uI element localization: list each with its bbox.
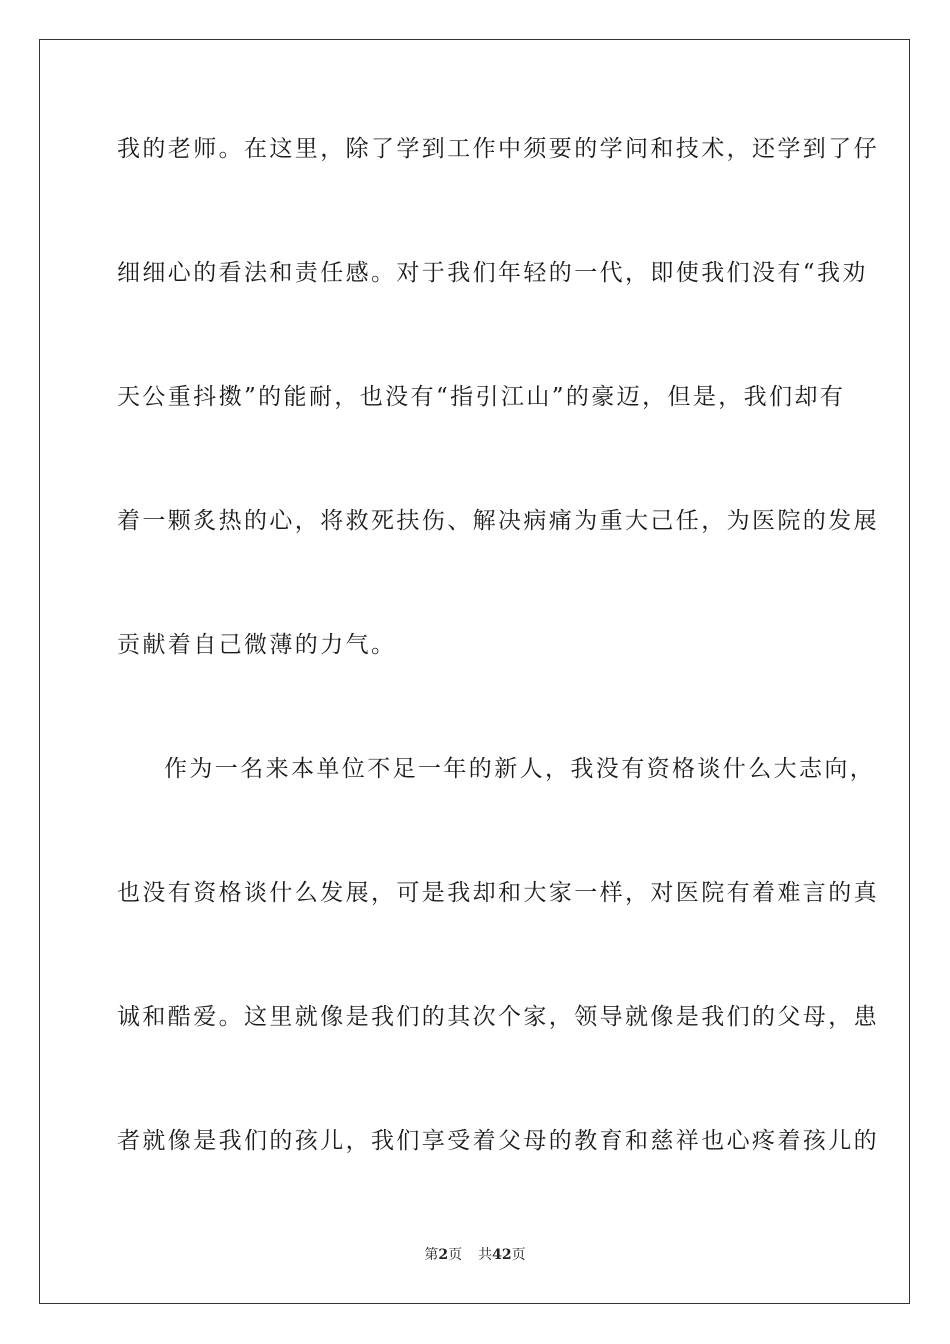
total-pages: 42: [492, 1247, 512, 1263]
document-body: [117, 118, 879, 1234]
text-line-7: 也没有资格谈什么发展，可是我却和大家一样，对医院有着难言的真: [117, 880, 879, 906]
total-suffix: 页: [511, 1247, 526, 1263]
text-line-3: 天公重抖擞”的能耐，也没有“指引江山”的豪迈，但是，我们却有: [117, 384, 846, 410]
text-line-1: 我的老师。在这里，除了学到工作中须要的学问和技术，还学到了仔: [117, 136, 879, 162]
page-prefix: 第: [424, 1247, 439, 1263]
page-footer: [0, 1244, 950, 1264]
text-line-9: 者就像是我们的孩儿，我们享受着父母的教育和慈祥也心疼着孩儿的: [117, 1128, 879, 1154]
text-line-6: 作为一名来本单位不足一年的新人，我没有资格谈什么大志向，: [164, 756, 876, 782]
page-suffix: 页: [448, 1247, 463, 1263]
text-line-2: 细细心的看法和责任感。对于我们年轻的一代，即使我们没有“我劝: [117, 260, 868, 286]
total-prefix: 共: [478, 1247, 493, 1263]
page-number: 2: [438, 1247, 449, 1263]
text-line-8: 诚和酷爱。这里就像是我们的其次个家，领导就像是我们的父母，患: [117, 1004, 879, 1030]
text-line-5: 贡献着自己微薄的力气。: [117, 632, 397, 658]
text-line-4: 着一颗炙热的心，将救死扶伤、解决病痛为重大己任，为医院的发展: [117, 508, 879, 534]
